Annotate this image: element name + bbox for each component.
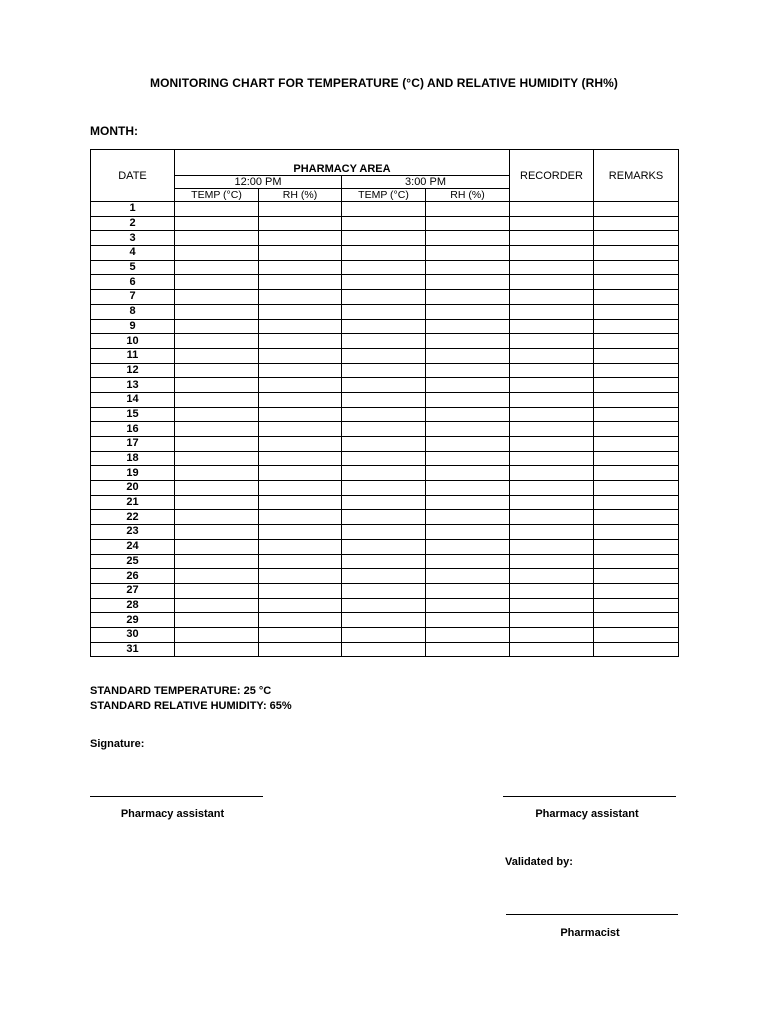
day-number: 10 (91, 334, 175, 349)
table-row (91, 481, 679, 496)
rh-300-cell[interactable] (426, 348, 510, 363)
table-row (91, 348, 679, 363)
remarks-cell[interactable] (594, 466, 679, 481)
recorder-cell[interactable] (510, 642, 594, 657)
temp-1200-cell[interactable] (175, 451, 259, 466)
remarks-cell[interactable] (594, 392, 679, 407)
day-number: 4 (91, 246, 175, 261)
rh-1200-cell[interactable] (259, 554, 342, 569)
temp-300-cell[interactable] (342, 334, 426, 349)
temp-1200-cell[interactable] (175, 407, 259, 422)
temp-300-cell[interactable] (342, 539, 426, 554)
remarks-cell[interactable] (594, 510, 679, 525)
day-number: 19 (91, 466, 175, 481)
rh-300-cell[interactable] (426, 231, 510, 246)
table-row (91, 466, 679, 481)
pharmacy-area-header: PHARMACY AREA (175, 150, 510, 176)
recorder-cell[interactable] (510, 598, 594, 613)
temp-300-cell[interactable] (342, 290, 426, 305)
temp-300-cell[interactable] (342, 642, 426, 657)
rh-1200-cell[interactable] (259, 246, 342, 261)
recorder-cell[interactable] (510, 583, 594, 598)
rh-1200-cell[interactable] (259, 451, 342, 466)
temp-1200-cell[interactable] (175, 275, 259, 290)
recorder-cell[interactable] (510, 246, 594, 261)
rh-300-cell[interactable] (426, 569, 510, 584)
table-row (91, 613, 679, 628)
temp-1200-cell[interactable] (175, 539, 259, 554)
day-number: 11 (91, 348, 175, 363)
table-row (91, 525, 679, 540)
rh-header: RH (%) (259, 189, 342, 202)
rh-1200-cell[interactable] (259, 348, 342, 363)
rh-1200-cell[interactable] (259, 613, 342, 628)
recorder-cell[interactable] (510, 613, 594, 628)
day-number: 26 (91, 569, 175, 584)
recorder-cell[interactable] (510, 510, 594, 525)
temp-1200-cell[interactable] (175, 510, 259, 525)
rh-300-cell[interactable] (426, 216, 510, 231)
remarks-cell[interactable] (594, 437, 679, 452)
rh-300-cell[interactable] (426, 363, 510, 378)
table-row (91, 275, 679, 290)
table-row (91, 495, 679, 510)
day-number: 7 (91, 290, 175, 305)
signature-line-left (90, 796, 263, 797)
day-number: 12 (91, 363, 175, 378)
recorder-cell[interactable] (510, 319, 594, 334)
temp-300-cell[interactable] (342, 451, 426, 466)
rh-1200-cell[interactable] (259, 275, 342, 290)
temp-1200-cell[interactable] (175, 495, 259, 510)
recorder-cell[interactable] (510, 569, 594, 584)
day-number: 20 (91, 481, 175, 496)
rh-1200-cell[interactable] (259, 304, 342, 319)
remarks-cell[interactable] (594, 554, 679, 569)
signature-line-right (503, 796, 676, 797)
table-row (91, 539, 679, 554)
signature-label: Signature: (90, 738, 145, 750)
rh-1200-cell[interactable] (259, 495, 342, 510)
temp-300-cell[interactable] (342, 613, 426, 628)
temp-300-cell[interactable] (342, 569, 426, 584)
table-row (91, 437, 679, 452)
temp-1200-cell[interactable] (175, 260, 259, 275)
pharmacist-caption: Pharmacist (560, 927, 620, 939)
rh-300-cell[interactable] (426, 466, 510, 481)
remarks-cell[interactable] (594, 363, 679, 378)
rh-300-cell[interactable] (426, 378, 510, 393)
remarks-cell[interactable] (594, 539, 679, 554)
rh-300-cell[interactable] (426, 539, 510, 554)
table-row (91, 451, 679, 466)
rh-1200-cell[interactable] (259, 598, 342, 613)
table-row (91, 569, 679, 584)
temp-1200-cell[interactable] (175, 583, 259, 598)
recorder-cell[interactable] (510, 216, 594, 231)
temp-300-cell[interactable] (342, 378, 426, 393)
day-number: 2 (91, 216, 175, 231)
rh-300-cell[interactable] (426, 451, 510, 466)
recorder-header: RECORDER (510, 150, 594, 202)
day-number: 22 (91, 510, 175, 525)
temp-300-cell[interactable] (342, 466, 426, 481)
time-header-1200: 12:00 PM (175, 176, 342, 189)
recorder-cell[interactable] (510, 202, 594, 217)
pharmacy-assistant-caption-left: Pharmacy assistant (120, 808, 225, 820)
temp-1200-cell[interactable] (175, 348, 259, 363)
day-number: 17 (91, 437, 175, 452)
recorder-cell[interactable] (510, 481, 594, 496)
table-row (91, 598, 679, 613)
rh-300-cell[interactable] (426, 613, 510, 628)
rh-1200-cell[interactable] (259, 363, 342, 378)
rh-1200-cell[interactable] (259, 290, 342, 305)
day-number: 9 (91, 319, 175, 334)
remarks-cell[interactable] (594, 378, 679, 393)
temp-1200-cell[interactable] (175, 231, 259, 246)
rh-1200-cell[interactable] (259, 216, 342, 231)
temp-1200-cell[interactable] (175, 392, 259, 407)
temp-1200-cell[interactable] (175, 525, 259, 540)
rh-300-cell[interactable] (426, 598, 510, 613)
recorder-cell[interactable] (510, 525, 594, 540)
table-row (91, 627, 679, 642)
rh-300-cell[interactable] (426, 481, 510, 496)
rh-1200-cell[interactable] (259, 319, 342, 334)
table-row (91, 422, 679, 437)
remarks-cell[interactable] (594, 598, 679, 613)
temp-1200-cell[interactable] (175, 437, 259, 452)
remarks-cell[interactable] (594, 202, 679, 217)
recorder-cell[interactable] (510, 304, 594, 319)
recorder-cell[interactable] (510, 290, 594, 305)
recorder-cell[interactable] (510, 466, 594, 481)
rh-300-cell[interactable] (426, 319, 510, 334)
temp-300-cell[interactable] (342, 304, 426, 319)
table-row (91, 202, 679, 217)
temp-300-cell[interactable] (342, 627, 426, 642)
temp-1200-cell[interactable] (175, 613, 259, 628)
temp-300-cell[interactable] (342, 216, 426, 231)
rh-1200-cell[interactable] (259, 407, 342, 422)
temp-1200-cell[interactable] (175, 304, 259, 319)
temp-1200-cell[interactable] (175, 481, 259, 496)
temp-1200-cell[interactable] (175, 202, 259, 217)
recorder-cell[interactable] (510, 378, 594, 393)
temp-300-cell[interactable] (342, 554, 426, 569)
rh-300-cell[interactable] (426, 422, 510, 437)
rh-300-cell[interactable] (426, 202, 510, 217)
table-row (91, 319, 679, 334)
recorder-cell[interactable] (510, 451, 594, 466)
monitoring-table (90, 149, 679, 657)
table-row (91, 363, 679, 378)
standard-temperature: STANDARD TEMPERATURE: 25 °C (90, 685, 272, 697)
rh-300-cell[interactable] (426, 583, 510, 598)
temp-header: TEMP (°C) (175, 189, 259, 202)
table-row (91, 216, 679, 231)
day-number: 8 (91, 304, 175, 319)
temp-300-cell[interactable] (342, 246, 426, 261)
rh-1200-cell[interactable] (259, 334, 342, 349)
day-number: 1 (91, 202, 175, 217)
table-row (91, 304, 679, 319)
remarks-cell[interactable] (594, 451, 679, 466)
table-row (91, 583, 679, 598)
temp-300-cell[interactable] (342, 437, 426, 452)
day-number: 15 (91, 407, 175, 422)
table-row (91, 407, 679, 422)
rh-300-cell[interactable] (426, 334, 510, 349)
recorder-cell[interactable] (510, 495, 594, 510)
remarks-cell[interactable] (594, 613, 679, 628)
temp-300-cell[interactable] (342, 495, 426, 510)
remarks-cell[interactable] (594, 216, 679, 231)
temp-300-cell[interactable] (342, 260, 426, 275)
rh-300-cell[interactable] (426, 510, 510, 525)
day-number: 18 (91, 451, 175, 466)
temp-300-cell[interactable] (342, 481, 426, 496)
recorder-cell[interactable] (510, 554, 594, 569)
remarks-cell[interactable] (594, 642, 679, 657)
table-row (91, 642, 679, 657)
table-row (91, 231, 679, 246)
remarks-cell[interactable] (594, 422, 679, 437)
temp-300-cell[interactable] (342, 275, 426, 290)
rh-300-cell[interactable] (426, 290, 510, 305)
remarks-cell[interactable] (594, 569, 679, 584)
temp-1200-cell[interactable] (175, 569, 259, 584)
temp-1200-cell[interactable] (175, 363, 259, 378)
day-number: 13 (91, 378, 175, 393)
rh-300-cell[interactable] (426, 642, 510, 657)
day-number: 24 (91, 539, 175, 554)
remarks-cell[interactable] (594, 275, 679, 290)
remarks-cell[interactable] (594, 246, 679, 261)
rh-300-cell[interactable] (426, 627, 510, 642)
table-row (91, 290, 679, 305)
remarks-cell[interactable] (594, 481, 679, 496)
rh-1200-cell[interactable] (259, 466, 342, 481)
signature-line-pharmacist (506, 914, 678, 915)
remarks-cell[interactable] (594, 583, 679, 598)
remarks-cell[interactable] (594, 525, 679, 540)
rh-1200-cell[interactable] (259, 422, 342, 437)
rh-300-cell[interactable] (426, 495, 510, 510)
recorder-cell[interactable] (510, 231, 594, 246)
day-number: 29 (91, 613, 175, 628)
remarks-cell[interactable] (594, 231, 679, 246)
rh-1200-cell[interactable] (259, 231, 342, 246)
rh-1200-cell[interactable] (259, 392, 342, 407)
table-row (91, 554, 679, 569)
table-row (91, 392, 679, 407)
day-number: 30 (91, 627, 175, 642)
rh-1200-cell[interactable] (259, 583, 342, 598)
rh-1200-cell[interactable] (259, 481, 342, 496)
recorder-cell[interactable] (510, 422, 594, 437)
temp-300-cell[interactable] (342, 598, 426, 613)
temp-1200-cell[interactable] (175, 422, 259, 437)
rh-1200-cell[interactable] (259, 627, 342, 642)
validated-by-label: Validated by: (505, 856, 573, 868)
recorder-cell[interactable] (510, 348, 594, 363)
remarks-cell[interactable] (594, 348, 679, 363)
temp-300-cell[interactable] (342, 407, 426, 422)
table-row (91, 334, 679, 349)
temp-300-cell[interactable] (342, 510, 426, 525)
temp-1200-cell[interactable] (175, 319, 259, 334)
temp-1200-cell[interactable] (175, 216, 259, 231)
day-number: 23 (91, 525, 175, 540)
rh-1200-cell[interactable] (259, 378, 342, 393)
remarks-cell[interactable] (594, 319, 679, 334)
rh-300-cell[interactable] (426, 437, 510, 452)
remarks-cell[interactable] (594, 627, 679, 642)
recorder-cell[interactable] (510, 627, 594, 642)
day-number: 5 (91, 260, 175, 275)
rh-header: RH (%) (426, 189, 510, 202)
temp-300-cell[interactable] (342, 392, 426, 407)
day-number: 3 (91, 231, 175, 246)
document-title: MONITORING CHART FOR TEMPERATURE (°C) AND RELATIVE HUMIDITY (RH%) (150, 76, 618, 90)
temp-300-cell[interactable] (342, 319, 426, 334)
rh-300-cell[interactable] (426, 260, 510, 275)
temp-300-cell[interactable] (342, 363, 426, 378)
recorder-cell[interactable] (510, 407, 594, 422)
rh-1200-cell[interactable] (259, 642, 342, 657)
remarks-cell[interactable] (594, 407, 679, 422)
table-row (91, 260, 679, 275)
remarks-cell[interactable] (594, 334, 679, 349)
day-number: 27 (91, 583, 175, 598)
table-row (91, 378, 679, 393)
rh-300-cell[interactable] (426, 304, 510, 319)
recorder-cell[interactable] (510, 275, 594, 290)
rh-1200-cell[interactable] (259, 202, 342, 217)
rh-1200-cell[interactable] (259, 510, 342, 525)
pharmacy-assistant-caption-right: Pharmacy assistant (535, 808, 639, 820)
temp-1200-cell[interactable] (175, 466, 259, 481)
temp-1200-cell[interactable] (175, 246, 259, 261)
day-number: 16 (91, 422, 175, 437)
remarks-cell[interactable] (594, 304, 679, 319)
time-header-300: 3:00 PM (342, 176, 510, 189)
day-number: 6 (91, 275, 175, 290)
remarks-header: REMARKS (594, 150, 679, 202)
remarks-cell[interactable] (594, 495, 679, 510)
recorder-cell[interactable] (510, 539, 594, 554)
day-number: 21 (91, 495, 175, 510)
temp-300-cell[interactable] (342, 231, 426, 246)
temp-1200-cell[interactable] (175, 334, 259, 349)
rh-1200-cell[interactable] (259, 539, 342, 554)
temp-1200-cell[interactable] (175, 378, 259, 393)
temp-300-cell[interactable] (342, 525, 426, 540)
day-number: 28 (91, 598, 175, 613)
temp-300-cell[interactable] (342, 348, 426, 363)
month-label: MONTH: (90, 124, 138, 138)
rh-300-cell[interactable] (426, 407, 510, 422)
table-row (91, 246, 679, 261)
rh-300-cell[interactable] (426, 275, 510, 290)
rh-300-cell[interactable] (426, 554, 510, 569)
temp-1200-cell[interactable] (175, 290, 259, 305)
day-number: 31 (91, 642, 175, 657)
remarks-cell[interactable] (594, 290, 679, 305)
table-row (91, 510, 679, 525)
recorder-cell[interactable] (510, 260, 594, 275)
temp-1200-cell[interactable] (175, 642, 259, 657)
temp-300-cell[interactable] (342, 202, 426, 217)
recorder-cell[interactable] (510, 392, 594, 407)
recorder-cell[interactable] (510, 363, 594, 378)
temp-300-cell[interactable] (342, 583, 426, 598)
rh-1200-cell[interactable] (259, 525, 342, 540)
rh-300-cell[interactable] (426, 246, 510, 261)
day-number: 25 (91, 554, 175, 569)
temp-1200-cell[interactable] (175, 598, 259, 613)
standard-humidity: STANDARD RELATIVE HUMIDITY: 65% (90, 700, 292, 712)
temp-header: TEMP (°C) (342, 189, 426, 202)
temp-1200-cell[interactable] (175, 554, 259, 569)
recorder-cell[interactable] (510, 334, 594, 349)
rh-300-cell[interactable] (426, 392, 510, 407)
temp-1200-cell[interactable] (175, 627, 259, 642)
day-number: 14 (91, 392, 175, 407)
rh-1200-cell[interactable] (259, 260, 342, 275)
rh-1200-cell[interactable] (259, 569, 342, 584)
rh-300-cell[interactable] (426, 525, 510, 540)
rh-1200-cell[interactable] (259, 437, 342, 452)
date-header: DATE (91, 150, 175, 202)
remarks-cell[interactable] (594, 260, 679, 275)
temp-300-cell[interactable] (342, 422, 426, 437)
recorder-cell[interactable] (510, 437, 594, 452)
